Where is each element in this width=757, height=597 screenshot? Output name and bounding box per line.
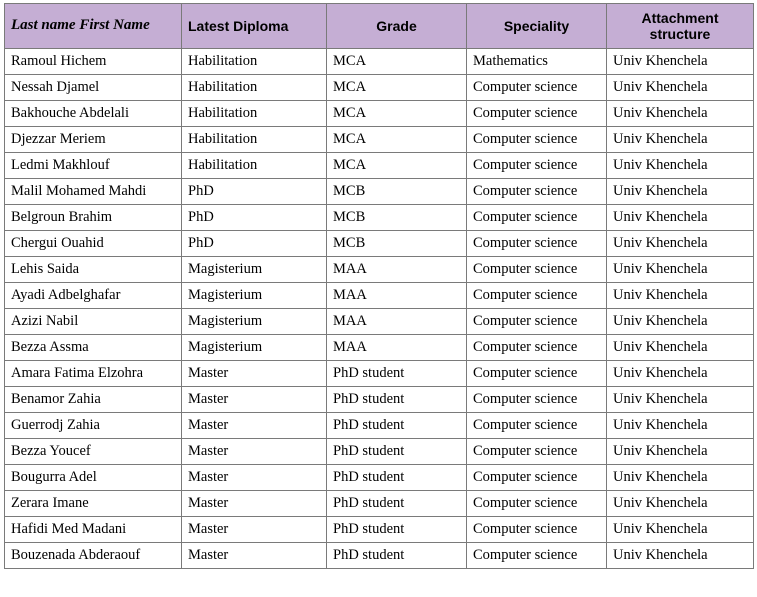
table-row	[5, 335, 754, 361]
table-cell: PhD student	[327, 413, 467, 439]
table-row	[5, 309, 754, 335]
table-cell: Master	[182, 439, 327, 465]
table-cell: MAA	[327, 309, 467, 335]
table-row	[5, 543, 754, 569]
table-cell: Master	[182, 543, 327, 569]
table-cell: Computer science	[467, 75, 607, 101]
table-row	[5, 387, 754, 413]
table-cell: Computer science	[467, 361, 607, 387]
table-row	[5, 75, 754, 101]
table-row	[5, 257, 754, 283]
table-cell: Magisterium	[182, 309, 327, 335]
column-header-grade: Grade	[327, 4, 467, 49]
table-cell: Univ Khenchela	[607, 361, 754, 387]
table-cell: Azizi Nabil	[5, 309, 182, 335]
table-row	[5, 49, 754, 75]
table-row	[5, 283, 754, 309]
column-header-speciality: Speciality	[467, 4, 607, 49]
table-row	[5, 465, 754, 491]
table-cell: Master	[182, 491, 327, 517]
table-cell: MAA	[327, 257, 467, 283]
table-cell: PhD	[182, 179, 327, 205]
table-cell: Nessah Djamel	[5, 75, 182, 101]
table-cell: Computer science	[467, 101, 607, 127]
table-cell: Hafidi Med Madani	[5, 517, 182, 543]
table-cell: PhD student	[327, 491, 467, 517]
table-cell: Computer science	[467, 439, 607, 465]
table-cell: Ledmi Makhlouf	[5, 153, 182, 179]
table-cell: Univ Khenchela	[607, 49, 754, 75]
table-cell: Univ Khenchela	[607, 543, 754, 569]
table-cell: Univ Khenchela	[607, 387, 754, 413]
table-cell: Computer science	[467, 179, 607, 205]
table-cell: PhD student	[327, 517, 467, 543]
table-cell: Master	[182, 465, 327, 491]
table-cell: PhD student	[327, 361, 467, 387]
table-cell: Habilitation	[182, 127, 327, 153]
table-cell: Ramoul Hichem	[5, 49, 182, 75]
table-cell: Univ Khenchela	[607, 101, 754, 127]
table-cell: Univ Khenchela	[607, 491, 754, 517]
table-row	[5, 205, 754, 231]
table-cell: Magisterium	[182, 257, 327, 283]
table-cell: Ayadi Adbelghafar	[5, 283, 182, 309]
table-cell: Master	[182, 517, 327, 543]
table-cell: Computer science	[467, 231, 607, 257]
table-cell: Bezza Assma	[5, 335, 182, 361]
table-cell: Habilitation	[182, 75, 327, 101]
table-cell: Guerrodj Zahia	[5, 413, 182, 439]
table-cell: Computer science	[467, 335, 607, 361]
table-cell: Univ Khenchela	[607, 179, 754, 205]
table-cell: Univ Khenchela	[607, 335, 754, 361]
table-cell: Computer science	[467, 517, 607, 543]
table-cell: Magisterium	[182, 283, 327, 309]
table-cell: Univ Khenchela	[607, 257, 754, 283]
table-cell: Bougurra Adel	[5, 465, 182, 491]
table-cell: Zerara Imane	[5, 491, 182, 517]
table-cell: Bouzenada Abderaouf	[5, 543, 182, 569]
table-cell: Computer science	[467, 127, 607, 153]
table-cell: PhD	[182, 205, 327, 231]
table-cell: Habilitation	[182, 101, 327, 127]
table-cell: MCA	[327, 49, 467, 75]
table-cell: MCA	[327, 75, 467, 101]
table-cell: Univ Khenchela	[607, 283, 754, 309]
table-cell: Computer science	[467, 257, 607, 283]
table-cell: Univ Khenchela	[607, 153, 754, 179]
table-header	[5, 4, 754, 49]
table-cell: Computer science	[467, 465, 607, 491]
table-cell: Bakhouche Abdelali	[5, 101, 182, 127]
table-cell: Master	[182, 361, 327, 387]
table-row	[5, 491, 754, 517]
table-cell: MAA	[327, 335, 467, 361]
table-cell: Belgroun Brahim	[5, 205, 182, 231]
table-cell: Bezza Youcef	[5, 439, 182, 465]
table-cell: Master	[182, 387, 327, 413]
table-cell: Lehis Saida	[5, 257, 182, 283]
table-cell: Univ Khenchela	[607, 127, 754, 153]
table-cell: Malil Mohamed Mahdi	[5, 179, 182, 205]
table-cell: Computer science	[467, 387, 607, 413]
column-header-last-first-name: Last name First Name	[5, 4, 182, 49]
table-cell: Mathematics	[467, 49, 607, 75]
table-row	[5, 179, 754, 205]
table-row	[5, 439, 754, 465]
table-cell: PhD student	[327, 543, 467, 569]
table-cell: PhD student	[327, 387, 467, 413]
table-cell: Computer science	[467, 153, 607, 179]
table-cell: Amara Fatima Elzohra	[5, 361, 182, 387]
table-cell: Magisterium	[182, 335, 327, 361]
table-cell: Univ Khenchela	[607, 309, 754, 335]
table-cell: Master	[182, 413, 327, 439]
staff-table	[4, 3, 754, 569]
table-cell: Univ Khenchela	[607, 439, 754, 465]
table-cell: MCA	[327, 153, 467, 179]
table-cell: PhD student	[327, 439, 467, 465]
table-header-row	[5, 4, 754, 49]
table-cell: Univ Khenchela	[607, 517, 754, 543]
table-cell: Univ Khenchela	[607, 75, 754, 101]
table-cell: MCB	[327, 205, 467, 231]
table-cell: Computer science	[467, 413, 607, 439]
table-row	[5, 517, 754, 543]
table-row	[5, 153, 754, 179]
column-header-attachment-structure: Attachment structure	[607, 4, 754, 49]
table-cell: Computer science	[467, 283, 607, 309]
table-cell: Computer science	[467, 205, 607, 231]
table-cell: MCB	[327, 179, 467, 205]
table-cell: Univ Khenchela	[607, 205, 754, 231]
table-cell: MCA	[327, 101, 467, 127]
column-header-latest-diploma: Latest Diploma	[182, 4, 327, 49]
table-row	[5, 127, 754, 153]
table-cell: Univ Khenchela	[607, 231, 754, 257]
table-cell: Computer science	[467, 309, 607, 335]
table-cell: Chergui Ouahid	[5, 231, 182, 257]
table-cell: PhD	[182, 231, 327, 257]
table-row	[5, 101, 754, 127]
table-cell: Habilitation	[182, 49, 327, 75]
table-cell: Univ Khenchela	[607, 413, 754, 439]
table-cell: Computer science	[467, 543, 607, 569]
table-cell: Benamor Zahia	[5, 387, 182, 413]
table-cell: Habilitation	[182, 153, 327, 179]
table-row	[5, 361, 754, 387]
table-cell: PhD student	[327, 465, 467, 491]
table-cell: MAA	[327, 283, 467, 309]
table-cell: MCB	[327, 231, 467, 257]
table-cell: Univ Khenchela	[607, 465, 754, 491]
table-cell: MCA	[327, 127, 467, 153]
table-body	[5, 49, 754, 569]
table-row	[5, 231, 754, 257]
table-row	[5, 413, 754, 439]
table-cell: Computer science	[467, 491, 607, 517]
table-cell: Djezzar Meriem	[5, 127, 182, 153]
